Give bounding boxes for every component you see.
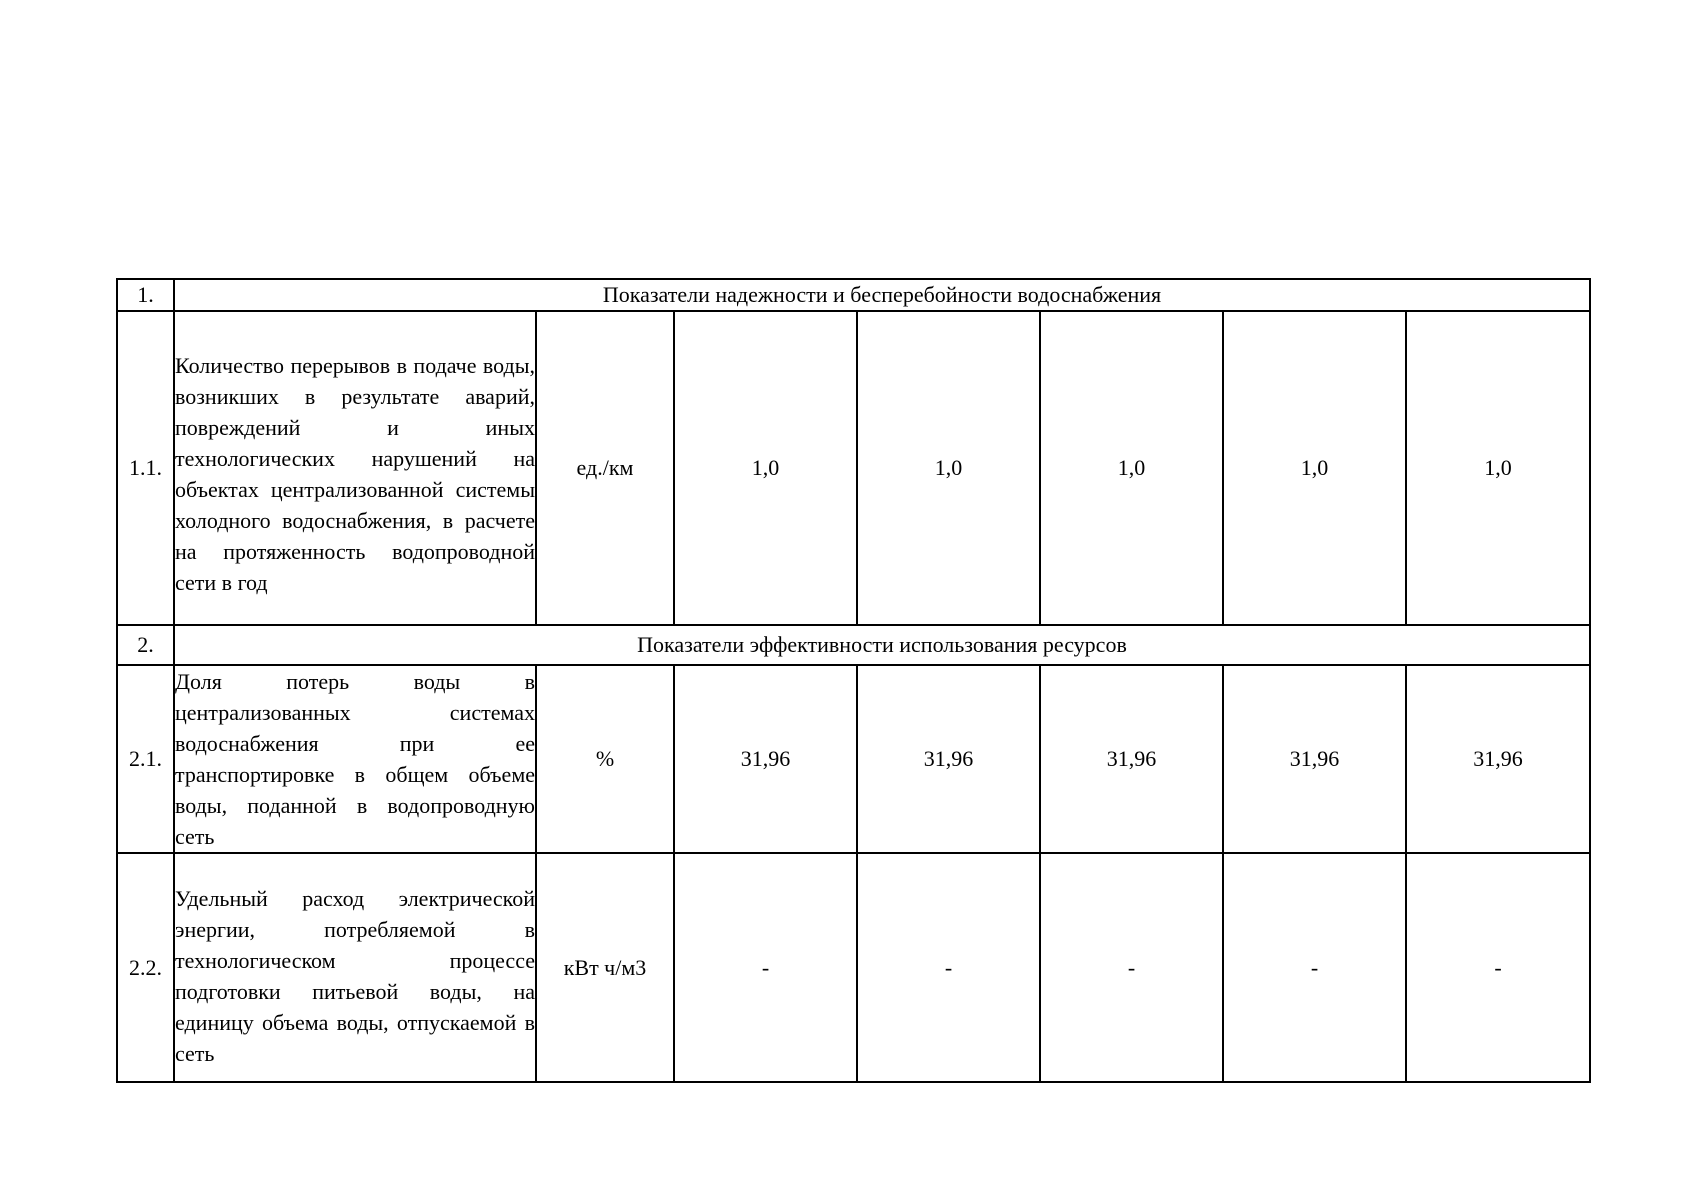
value-cell: 1,0: [1040, 311, 1223, 625]
value-cell: 1,0: [674, 311, 857, 625]
unit-cell: %: [536, 665, 674, 853]
table-row: [117, 853, 1590, 1082]
table-row: [117, 311, 1590, 625]
indicator-description: Доля потерь воды в централизованных системах водоснабжения при ее транспортировке в общем объеме воды, поданной в водопроводную сеть: [174, 665, 536, 853]
value-cell: 31,96: [1223, 665, 1406, 853]
value-cell: 1,0: [1223, 311, 1406, 625]
table-row: [117, 665, 1590, 853]
unit-cell: ед./км: [536, 311, 674, 625]
row-number: 2.2.: [117, 853, 174, 1082]
value-cell: 1,0: [857, 311, 1040, 625]
value-cell: 31,96: [857, 665, 1040, 853]
section-row: [117, 625, 1590, 665]
value-cell: -: [674, 853, 857, 1082]
value-cell: 31,96: [674, 665, 857, 853]
section-number: 2.: [117, 625, 174, 665]
indicator-description: Количество перерывов в подаче воды, возникших в результате аварий, повреждений и иных технологических нарушений на объектах централизованной системы холодного водоснабжения, в расчете на протяженность водопроводной сети в год: [174, 311, 536, 625]
unit-cell: кВт ч/м3: [536, 853, 674, 1082]
section-row: [117, 279, 1590, 311]
value-cell: 1,0: [1406, 311, 1590, 625]
value-cell: -: [1223, 853, 1406, 1082]
row-number: 1.1.: [117, 311, 174, 625]
section-title: Показатели надежности и бесперебойности водоснабжения: [174, 279, 1590, 311]
value-cell: -: [1040, 853, 1223, 1082]
value-cell: -: [1406, 853, 1590, 1082]
section-title: Показатели эффективности использования ресурсов: [174, 625, 1590, 665]
indicators-table: [116, 278, 1591, 1083]
value-cell: 31,96: [1040, 665, 1223, 853]
row-number: 2.1.: [117, 665, 174, 853]
indicator-description: Удельный расход электрической энергии, потребляемой в технологическом процессе подготовки питьевой воды, на единицу объема воды, отпускаемой в сеть: [174, 853, 536, 1082]
value-cell: -: [857, 853, 1040, 1082]
value-cell: 31,96: [1406, 665, 1590, 853]
section-number: 1.: [117, 279, 174, 311]
